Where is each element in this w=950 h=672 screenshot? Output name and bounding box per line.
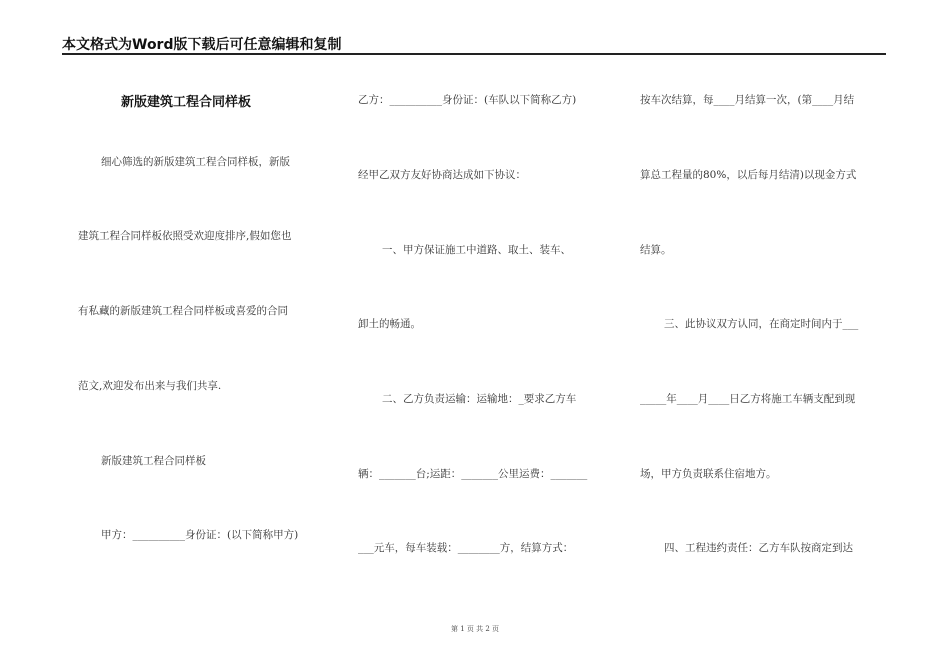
col3-line-7: 四、工程违约责任：乙方车队按商定到达 — [664, 542, 853, 554]
col2-line-2: 经甲乙双方友好协商达成如下协议： — [358, 169, 526, 181]
header-divider — [62, 53, 886, 55]
col2-line-4: 卸土的畅通。 — [358, 318, 421, 330]
col1-line-4: 范文,欢迎发布出来与我们共享. — [78, 380, 222, 392]
col1-line-5: 新版建筑工程合同样板 — [101, 455, 206, 467]
page-number: 第 1 页 共 2 页 — [450, 625, 500, 633]
col3-line-4: 三、此协议双方认同，在商定时间内于___ — [664, 318, 859, 330]
col3-line-3: 结算。 — [640, 244, 672, 256]
col1-line-6: 甲方：__________身份证：(以下简称甲方) — [101, 529, 299, 541]
col3-line-2: 算总工程量的80%，以后每月结清)以现金方式 — [640, 169, 857, 181]
col1-line-1: 细心筛选的新版建筑工程合同样板，新版 — [101, 156, 290, 168]
header-title: 本文格式为Word版下载后可任意编辑和复制 — [62, 37, 342, 53]
col2-line-6: 辆：_______台;运距：_______公里运费：_______ — [358, 468, 588, 480]
col1-line-3: 有私藏的新版建筑工程合同样板或喜爱的合同 — [78, 305, 288, 317]
col3-line-1: 按车次结算，每____月结算一次，(第____月结 — [640, 94, 855, 106]
col3-line-6: 场，甲方负责联系住宿地方。 — [640, 468, 777, 480]
document-title: 新版建筑工程合同样板 — [121, 95, 252, 110]
col2-line-3: 一、甲方保证施工中道路、取土、装车、 — [382, 244, 571, 256]
col2-line-5: 二、乙方负责运输：运输地：_要求乙方车 — [382, 393, 577, 405]
col2-line-1: 乙方：__________身份证：(车队以下简称乙方) — [358, 94, 577, 106]
col1-line-2: 建筑工程合同样板依照受欢迎度排序,假如您也 — [78, 230, 292, 242]
col3-line-5: _____年____月____日乙方将施工车辆支配到现 — [640, 393, 856, 405]
col2-line-7: ___元车，每车装载：________方，结算方式： — [358, 542, 574, 554]
